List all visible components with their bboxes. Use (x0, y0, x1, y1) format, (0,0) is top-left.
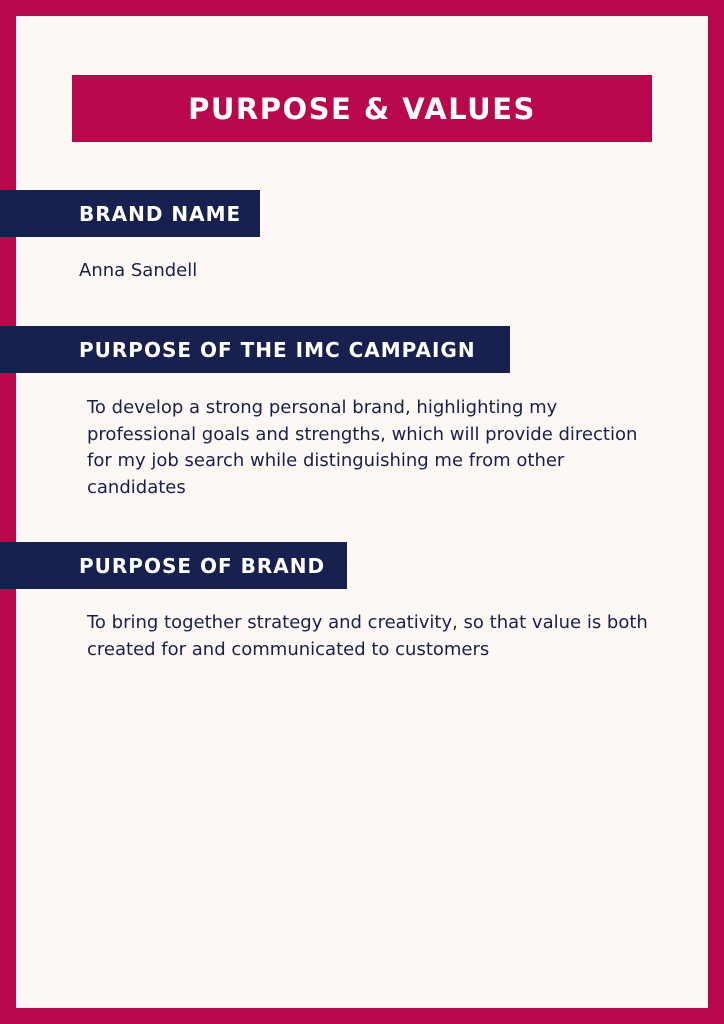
brand-purpose-text: To bring together strategy and creativity, so that value is both created for and communicated to customers (87, 612, 648, 660)
section-heading-label: PURPOSE OF BRAND (79, 553, 326, 578)
section-heading-imc-campaign (0, 326, 510, 373)
page-title-banner (72, 75, 652, 142)
imc-campaign-purpose-text: To develop a strong personal brand, highlighting my professional goals and strengths, which will provide direction for my job search while distinguishing me from other candidates (87, 397, 638, 498)
section-heading-label: BRAND NAME (79, 201, 242, 226)
section-heading-brand-purpose (0, 542, 347, 589)
document-page (16, 16, 708, 1008)
section-heading-label: PURPOSE OF THE IMC CAMPAIGN (79, 337, 476, 362)
page-title: PURPOSE & VALUES (188, 91, 536, 126)
section-heading-brand-name (0, 190, 260, 237)
brand-name-text: Anna Sandell (79, 260, 198, 281)
